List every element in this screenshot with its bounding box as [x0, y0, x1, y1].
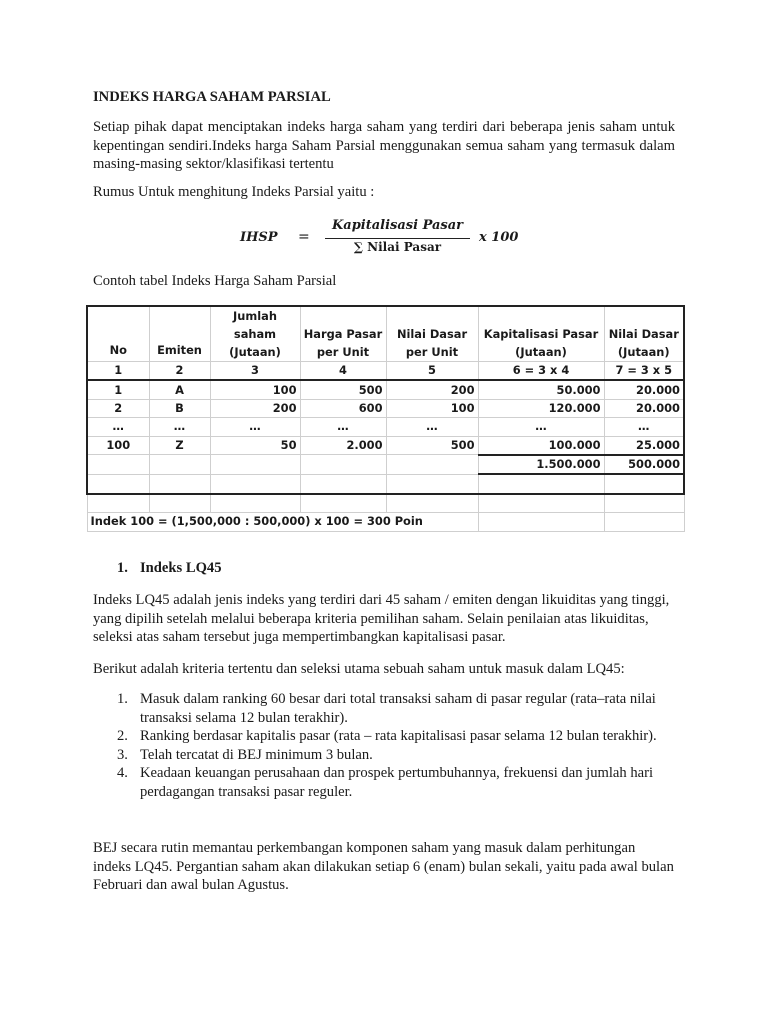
table-cell: 120.000: [478, 399, 604, 417]
table-cell: 5: [386, 362, 478, 381]
table-row: [87, 494, 684, 513]
list-number: 4.: [117, 765, 128, 781]
table-cell: 200: [386, 380, 478, 399]
table-cell: 3: [210, 362, 300, 381]
table-cell: …: [300, 418, 386, 436]
table-cell: 100: [386, 399, 478, 417]
table-header-cell: Harga Pasar per Unit: [300, 306, 386, 362]
table-cell: [87, 494, 149, 513]
list-number: 1.: [117, 691, 128, 707]
table-header-cell: Kapitalisasi Pasar (Jutaan): [478, 306, 604, 362]
table-cell: 20.000: [604, 399, 684, 417]
table-footer-row: [87, 513, 684, 531]
table-cell: 4: [300, 362, 386, 381]
table-cell: A: [149, 380, 210, 399]
list-number: 2.: [117, 728, 128, 744]
table-column-index-row: [87, 362, 684, 381]
table-cell: 50: [210, 436, 300, 455]
list-number: 3.: [117, 746, 128, 763]
table-cell: [604, 494, 684, 513]
table-header-cell: Emiten: [149, 306, 210, 362]
ihsp-example-table: [86, 305, 685, 532]
table-cell: …: [87, 418, 149, 436]
table-cell: …: [478, 418, 604, 436]
table-cell: 2: [149, 362, 210, 381]
intro-paragraph: Setiap pihak dapat menciptakan indeks harga saham yang terdiri dari beberapa jenis saham untuk kepentingan sendiri.Indeks harga Saham Parsial menggunakan semua saham yang termasuk dalam masing-masing sektor/klasifikasi tertentu: [93, 119, 675, 172]
table-cell: [478, 494, 604, 513]
table-total-cell: 1.500.000: [478, 455, 604, 474]
table-cell: 2.000: [300, 436, 386, 455]
table-cell: 1: [87, 380, 149, 399]
table-cell: 25.000: [604, 436, 684, 455]
formula-intro-text: Rumus Untuk menghitung Indeks Parsial yaitu :: [93, 184, 375, 200]
document-title: INDEKS HARGA SAHAM PARSIAL: [93, 89, 331, 105]
table-cell: 7 = 3 x 5: [604, 362, 684, 381]
table-header-row: [87, 306, 684, 362]
table-cell: [300, 474, 386, 493]
table-cell: [149, 494, 210, 513]
list-item: [117, 690, 677, 727]
formula-multiplier: x 100: [479, 230, 519, 245]
table-cell: [210, 494, 300, 513]
table-cell: [478, 513, 604, 531]
table-header-cell: Jumlah saham (Jutaan): [210, 306, 300, 362]
section-number: 1.: [117, 560, 128, 576]
table-total-cell: 500.000: [604, 455, 684, 474]
table-cell: 500: [300, 380, 386, 399]
list-item: [117, 764, 677, 801]
table-cell: 100: [210, 380, 300, 399]
table-cell: …: [604, 418, 684, 436]
table-cell: 100.000: [478, 436, 604, 455]
table-cell: [604, 513, 684, 531]
table-header-cell: No: [87, 306, 149, 362]
table-cell: [149, 474, 210, 493]
table-footer-cell: Indek 100 = (1,500,000 : 500,000) x 100 = 300 Poin: [87, 513, 478, 531]
table-cell: 100: [87, 436, 149, 455]
table-cell: [210, 474, 300, 493]
table-cell: …: [386, 418, 478, 436]
list-item-text: Telah tercatat di BEJ minimum 3 bulan.: [140, 746, 373, 763]
table-cell: Z: [149, 436, 210, 455]
table-cell: [87, 455, 149, 474]
table-cell: [300, 494, 386, 513]
table-cell: [604, 474, 684, 493]
formula-denominator: ∑ Nilai Pasar: [353, 240, 442, 254]
table-cell: [478, 474, 604, 493]
table-cell: B: [149, 399, 210, 417]
table-row: [87, 380, 684, 399]
table-cell: [386, 474, 478, 493]
list-item: [117, 746, 677, 765]
table-cell: [386, 494, 478, 513]
table-cell: [149, 455, 210, 474]
list-item-text: Ranking berdasar kapitalis pasar (rata – rata kapitalisasi pasar selama 12 bulan terakhir).: [140, 728, 657, 744]
bej-paragraph: BEJ secara rutin memantau perkembangan komponen saham yang masuk dalam perhitungan indeks LQ45. Pergantian saham akan dilakukan setiap 6 (enam) bulan sekali, yaitu pada awal bulan Februari dan awal bulan Agustus.: [93, 840, 674, 893]
lq45-paragraph: Indeks LQ45 adalah jenis indeks yang terdiri dari 45 saham / emiten dengan likuiditas yang tinggi, yang dipilih setelah melalui beberapa kriteria pemilihan saham. Selain penilaian atas likuiditas, seleksi atas saham tersebut juga mempertimbangkan kapitalisasi pasar.: [93, 592, 670, 645]
formula-equals: =: [298, 229, 310, 245]
list-item-text: Masuk dalam ranking 60 besar dari total transaksi saham di pasar regular (rata–rata nilai transaksi selama 12 bulan terakhir).: [140, 691, 656, 726]
table-cell: 6 = 3 x 4: [478, 362, 604, 381]
table-header-cell: Nilai Dasar (Jutaan): [604, 306, 684, 362]
section-title: Indeks LQ45: [140, 560, 222, 576]
criteria-intro-paragraph: Berikut adalah kriteria tertentu dan seleksi utama sebuah saham untuk masuk dalam LQ45:: [93, 661, 625, 677]
table-cell: 600: [300, 399, 386, 417]
ihsp-formula: [240, 214, 530, 258]
table-cell: 20.000: [604, 380, 684, 399]
table-cell: …: [210, 418, 300, 436]
criteria-list: [117, 690, 677, 801]
table-header-cell: Nilai Dasar per Unit: [386, 306, 478, 362]
table-cell: [210, 455, 300, 474]
table-row: [87, 474, 684, 493]
table-cell: 50.000: [478, 380, 604, 399]
formula-fraction-bar: [325, 238, 470, 239]
table-cell: [87, 474, 149, 493]
list-item: [117, 727, 677, 746]
table-intro-text: Contoh tabel Indeks Harga Saham Parsial: [93, 273, 337, 289]
table-row: [87, 399, 684, 417]
list-item-text: Keadaan keuangan perusahaan dan prospek pertumbuhannya, frekuensi dan jumlah hari perdagangan transaksi pasar reguler.: [140, 765, 654, 800]
formula-lhs: IHSP: [240, 230, 278, 245]
table-cell: 1: [87, 362, 149, 381]
table-cell: [386, 455, 478, 474]
table-cell: 500: [386, 436, 478, 455]
table-cell: [300, 455, 386, 474]
table-row: [87, 436, 684, 455]
table-cell: 200: [210, 399, 300, 417]
formula-numerator: Kapitalisasi Pasar: [331, 218, 464, 233]
table-row: [87, 418, 684, 436]
table-totals-row: [87, 455, 684, 474]
table-cell: 2: [87, 399, 149, 417]
table-cell: …: [149, 418, 210, 436]
